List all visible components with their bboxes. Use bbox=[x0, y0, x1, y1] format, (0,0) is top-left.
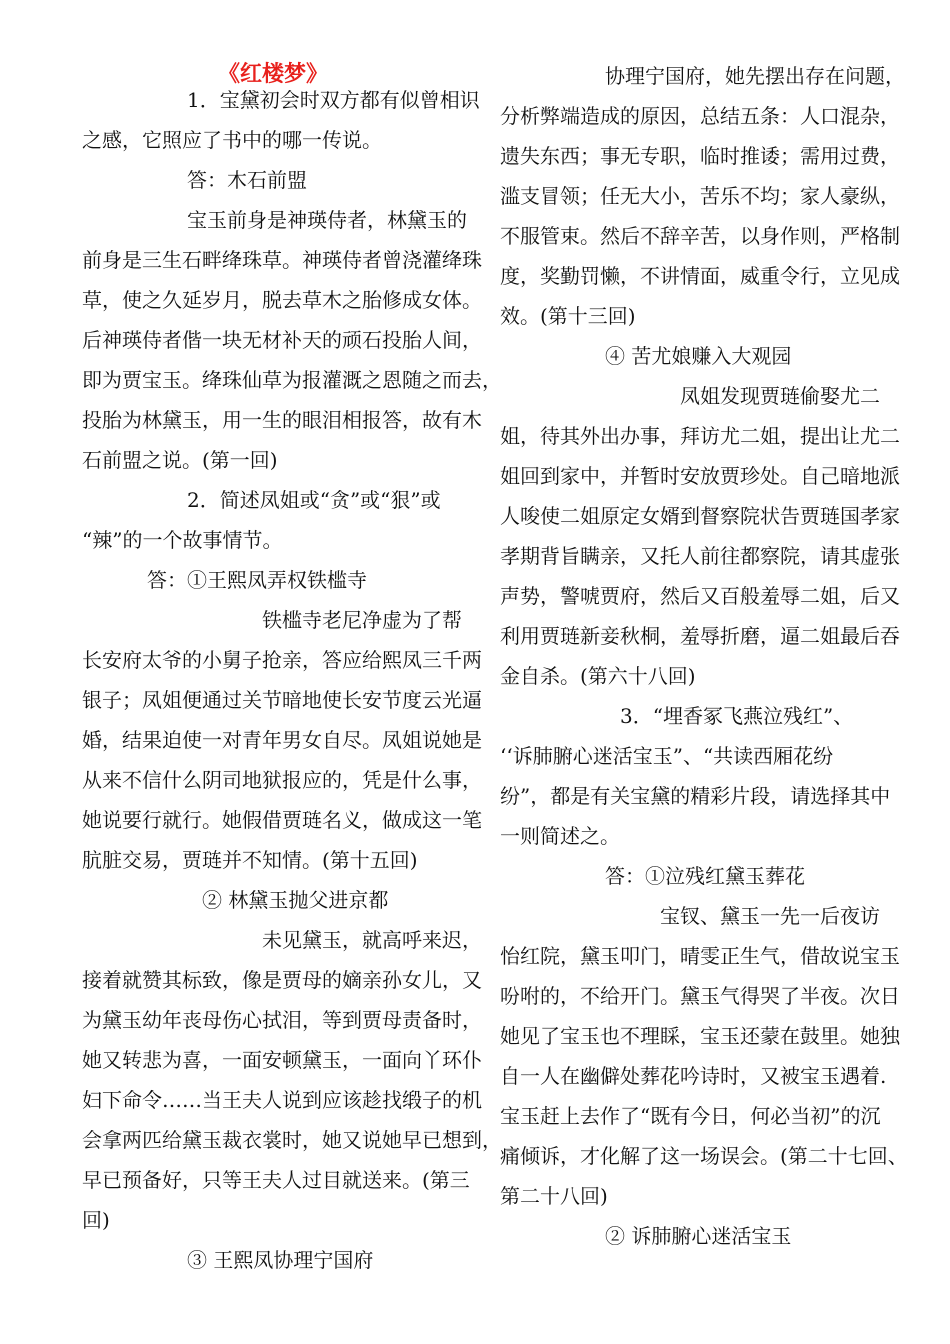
text-line: 答：木石前盟 bbox=[187, 168, 307, 192]
text-line: 滥支冒领；任无大小，苦乐不均；家人豪纵， bbox=[500, 184, 900, 208]
text-line: 肮脏交易，贾琏并不知情。(第十五回) bbox=[82, 848, 418, 872]
text-line: 3．“埋香冢飞燕泣残红”、 bbox=[620, 704, 854, 728]
text-line: 银子；凤姐便通过关节暗地使长安节度云光逼 bbox=[82, 688, 482, 712]
text-line: 答：①泣残红黛玉葬花 bbox=[605, 864, 805, 888]
text-line: 2．简述凤姐或“贪”或“狠”或 bbox=[187, 488, 441, 512]
text-line: ③ 王熙凤协理宁国府 bbox=[187, 1248, 374, 1272]
text-line: ② 诉肺腑心迷活宝玉 bbox=[605, 1224, 792, 1248]
text-line: 声势，警唬贾府，然后又百般羞辱二姐，后又 bbox=[500, 584, 900, 608]
text-line: 怡红院，黛玉叩门，晴雯正生气，借故说宝玉 bbox=[500, 944, 900, 968]
text-line: 1．宝黛初会时双方都有似曾相识 bbox=[187, 88, 480, 112]
text-line: ‘‘诉肺腑心迷活宝玉”、“共读西厢花纷 bbox=[500, 744, 834, 768]
text-line: 从来不信什么阴司地狱报应的，凭是什么事， bbox=[82, 768, 482, 792]
text-line: 回) bbox=[82, 1208, 110, 1232]
text-line: 婚，结果迫使一对青年男女自尽。凤姐说她是 bbox=[82, 728, 482, 752]
text-line: 后神瑛侍者偕一块无材补天的顽石投胎人间， bbox=[82, 328, 482, 352]
text-line: 前身是三生石畔绛珠草。神瑛侍者曾浇灌绛珠 bbox=[82, 248, 482, 272]
text-line: 遗失东西；事无专职，临时推诿；需用过费， bbox=[500, 144, 900, 168]
text-line: 妇下命令……当王夫人说到应该趁找缎子的机 bbox=[82, 1088, 482, 1112]
document-title: 《红楼梦》 bbox=[218, 62, 329, 87]
text-line: 宝钗、黛玉一先一后夜访 bbox=[660, 904, 880, 928]
text-line: 她又转悲为喜，一面安顿黛玉，一面向丫环仆 bbox=[82, 1048, 482, 1072]
right-column bbox=[500, 56, 908, 1256]
text-line: 草，使之久延岁月，脱去草木之胎修成女体。 bbox=[82, 288, 482, 312]
text-line: 痛倾诉，才化解了这一场误会。(第二十七回、 bbox=[500, 1144, 908, 1168]
text-line: 为黛玉幼年丧母伤心拭泪，等到贾母责备时， bbox=[82, 1008, 482, 1032]
text-line: “辣”的一个故事情节。 bbox=[82, 528, 283, 552]
text-line: 一则简述之。 bbox=[500, 824, 620, 848]
text-line: 铁槛寺老尼净虚为了帮 bbox=[262, 608, 462, 632]
text-line: 投胎为林黛玉，用一生的眼泪相报答，故有木 bbox=[82, 408, 482, 432]
text-line: 早已预备好，只等王夫人过目就送来。(第三 bbox=[82, 1168, 470, 1192]
text-line: 协理宁国府，她先摆出存在问题， bbox=[605, 64, 905, 88]
text-line: 长安府太爷的小舅子抢亲，答应给熙凤三千两 bbox=[82, 648, 482, 672]
text-line: 宝玉赶上去作了“既有今日，何必当初”的沉 bbox=[500, 1104, 881, 1128]
text-line: 她见了宝玉也不理睬，宝玉还蒙在鼓里。她独 bbox=[500, 1024, 900, 1048]
text-line: 利用贾琏新妾秋桐，羞辱折磨，逼二姐最后吞 bbox=[500, 624, 900, 648]
text-line: 孝期背旨瞒亲，又托人前往都察院，请其虚张 bbox=[500, 544, 900, 568]
text-line: 答：①王熙凤弄权铁槛寺 bbox=[147, 568, 367, 592]
text-line: 人唆使二姐原定女婿到督察院状告贾琏国孝家 bbox=[500, 504, 900, 528]
text-line: 姐回到家中，并暂时安放贾珍处。自己暗地派 bbox=[500, 464, 900, 488]
text-line: 宝玉前身是神瑛侍者，林黛玉的 bbox=[187, 208, 467, 232]
text-line: ② 林黛玉抛父进京都 bbox=[202, 888, 389, 912]
text-line: 她说要行就行。她假借贾琏名义，做成这一笔 bbox=[82, 808, 482, 832]
text-line: 金自杀。(第六十八回) bbox=[500, 664, 696, 688]
text-line: 石前盟之说。(第一回) bbox=[82, 448, 278, 472]
text-line: 纷”，都是有关宝黛的精彩片段，请选择其中 bbox=[500, 784, 891, 808]
text-line: 不服管束。然后不辞辛苦，以身作则，严格制 bbox=[500, 224, 900, 248]
text-line: 分析弊端造成的原因，总结五条：人口混杂， bbox=[500, 104, 900, 128]
text-line: 即为贾宝玉。绛珠仙草为报灌溉之恩随之而去， bbox=[82, 368, 502, 392]
text-line: 接着就赞其标致，像是贾母的嫡亲孙女儿，又 bbox=[82, 968, 482, 992]
text-line: 姐，待其外出办事，拜访尤二姐，提出让尤二 bbox=[500, 424, 900, 448]
text-line: 凤姐发现贾琏偷娶尤二 bbox=[680, 384, 880, 408]
text-line: 之感，它照应了书中的哪一传说。 bbox=[82, 128, 382, 152]
text-line: 未见黛玉，就高呼来迟， bbox=[262, 928, 482, 952]
left-column bbox=[82, 80, 502, 1280]
text-line: 会拿两匹给黛玉裁衣裳时，她又说她早已想到， bbox=[82, 1128, 502, 1152]
text-line: 自一人在幽僻处葬花吟诗时，又被宝玉遇着. bbox=[500, 1064, 887, 1088]
text-line: 吩咐的，不给开门。黛玉气得哭了半夜。次日 bbox=[500, 984, 900, 1008]
text-line: ④ 苦尤娘赚入大观园 bbox=[605, 344, 792, 368]
text-line: 度，奖勤罚懒，不讲情面，威重令行，立见成 bbox=[500, 264, 900, 288]
text-line: 第二十八回) bbox=[500, 1184, 608, 1208]
text-line: 效。(第十三回) bbox=[500, 304, 636, 328]
